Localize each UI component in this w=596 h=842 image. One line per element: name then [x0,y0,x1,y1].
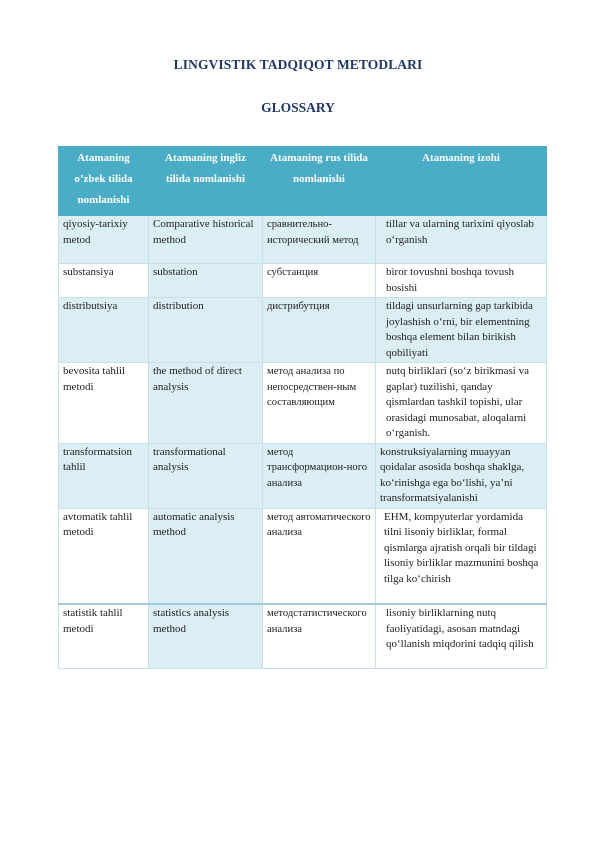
cell-russian: субстанция [263,264,376,298]
cell-english: distribution [149,298,263,363]
table-row [59,508,547,604]
cell-definition: lisoniy birliklarning nutq faoliyatidagi, asosan matndagi qo‘llanish miqdorini tadqiq qilish [376,604,547,668]
cell-definition: tillar va ularning tarixini qiyoslab o‘rganish [376,216,547,264]
table-row [59,363,547,444]
cell-russian: сравнительно-исторический метод [263,216,376,264]
table-row [59,216,547,264]
cell-russian: дистрибутция [263,298,376,363]
table-row [59,264,547,298]
cell-definition: biror tovushni boshqa tovush bosishi [376,264,547,298]
table-row [59,604,547,668]
table-row [59,298,547,363]
cell-uzbek: transformatsion tahlil [59,443,149,508]
cell-uzbek: substansiya [59,264,149,298]
cell-definition: EHM, kompyuterlar yordamida tilni lisoniy birliklar, formal qismlarga ajratish orqali bir tildagi lisoniy birliklar mazmunini boshqa tilga ko‘chirish [376,508,547,604]
table-row [59,443,547,508]
cell-russian: метод анализа по непосредствен-ным составляющим [263,363,376,444]
cell-english: transformational analysis [149,443,263,508]
cell-russian: метод автоматического анализа [263,508,376,604]
cell-uzbek: distributsiya [59,298,149,363]
cell-uzbek: statistik tahlil metodi [59,604,149,668]
document-subtitle: GLOSSARY [261,100,335,115]
cell-russian: метод трансформацион-ного анализа [263,443,376,508]
cell-definition: konstruksiyalarning muayyan qoidalar asosida boshqa shaklga, ko‘rinishga ega bo‘lishi, ya’ni transformatsiyalanishi [376,443,547,508]
cell-uzbek: qiyosiy-tarixiy metod [59,216,149,264]
cell-uzbek: bevosita tahlil metodi [59,363,149,444]
cell-english: automatic analysis method [149,508,263,604]
cell-definition: tildagi unsurlarning gap tarkibida joylashish o‘rni, bir elementning boshqa element bilan birikish qobiliyati [376,298,547,363]
cell-definition: nutq birliklari (so‘z birikmasi va gaplar) tuzilishi, qanday qismlardan tashkil topishi, ular orasidagi munosabat, aloqalarni o‘rganish. [376,363,547,444]
header-english: Atamaning ingliz tilida nomlanishi [149,147,263,216]
header-russian: Atamaning rus tilida nomlanishi [263,147,376,216]
table-header-row [59,147,547,216]
cell-english: Comparative historical method [149,216,263,264]
cell-english: substation [149,264,263,298]
cell-english: statistics analysis method [149,604,263,668]
header-uzbek: Atamaning o’zbek tilida nomlanishi [59,147,149,216]
cell-uzbek: avtomatik tahlil metodi [59,508,149,604]
glossary-table [58,146,547,669]
document-title: LINGVISTIK TADQIQOT METODLARI [173,57,423,72]
header-definition: Atamaning izohi [376,147,547,216]
cell-russian: методстатистического анализа [263,604,376,668]
cell-english: the method of direct analysis [149,363,263,444]
